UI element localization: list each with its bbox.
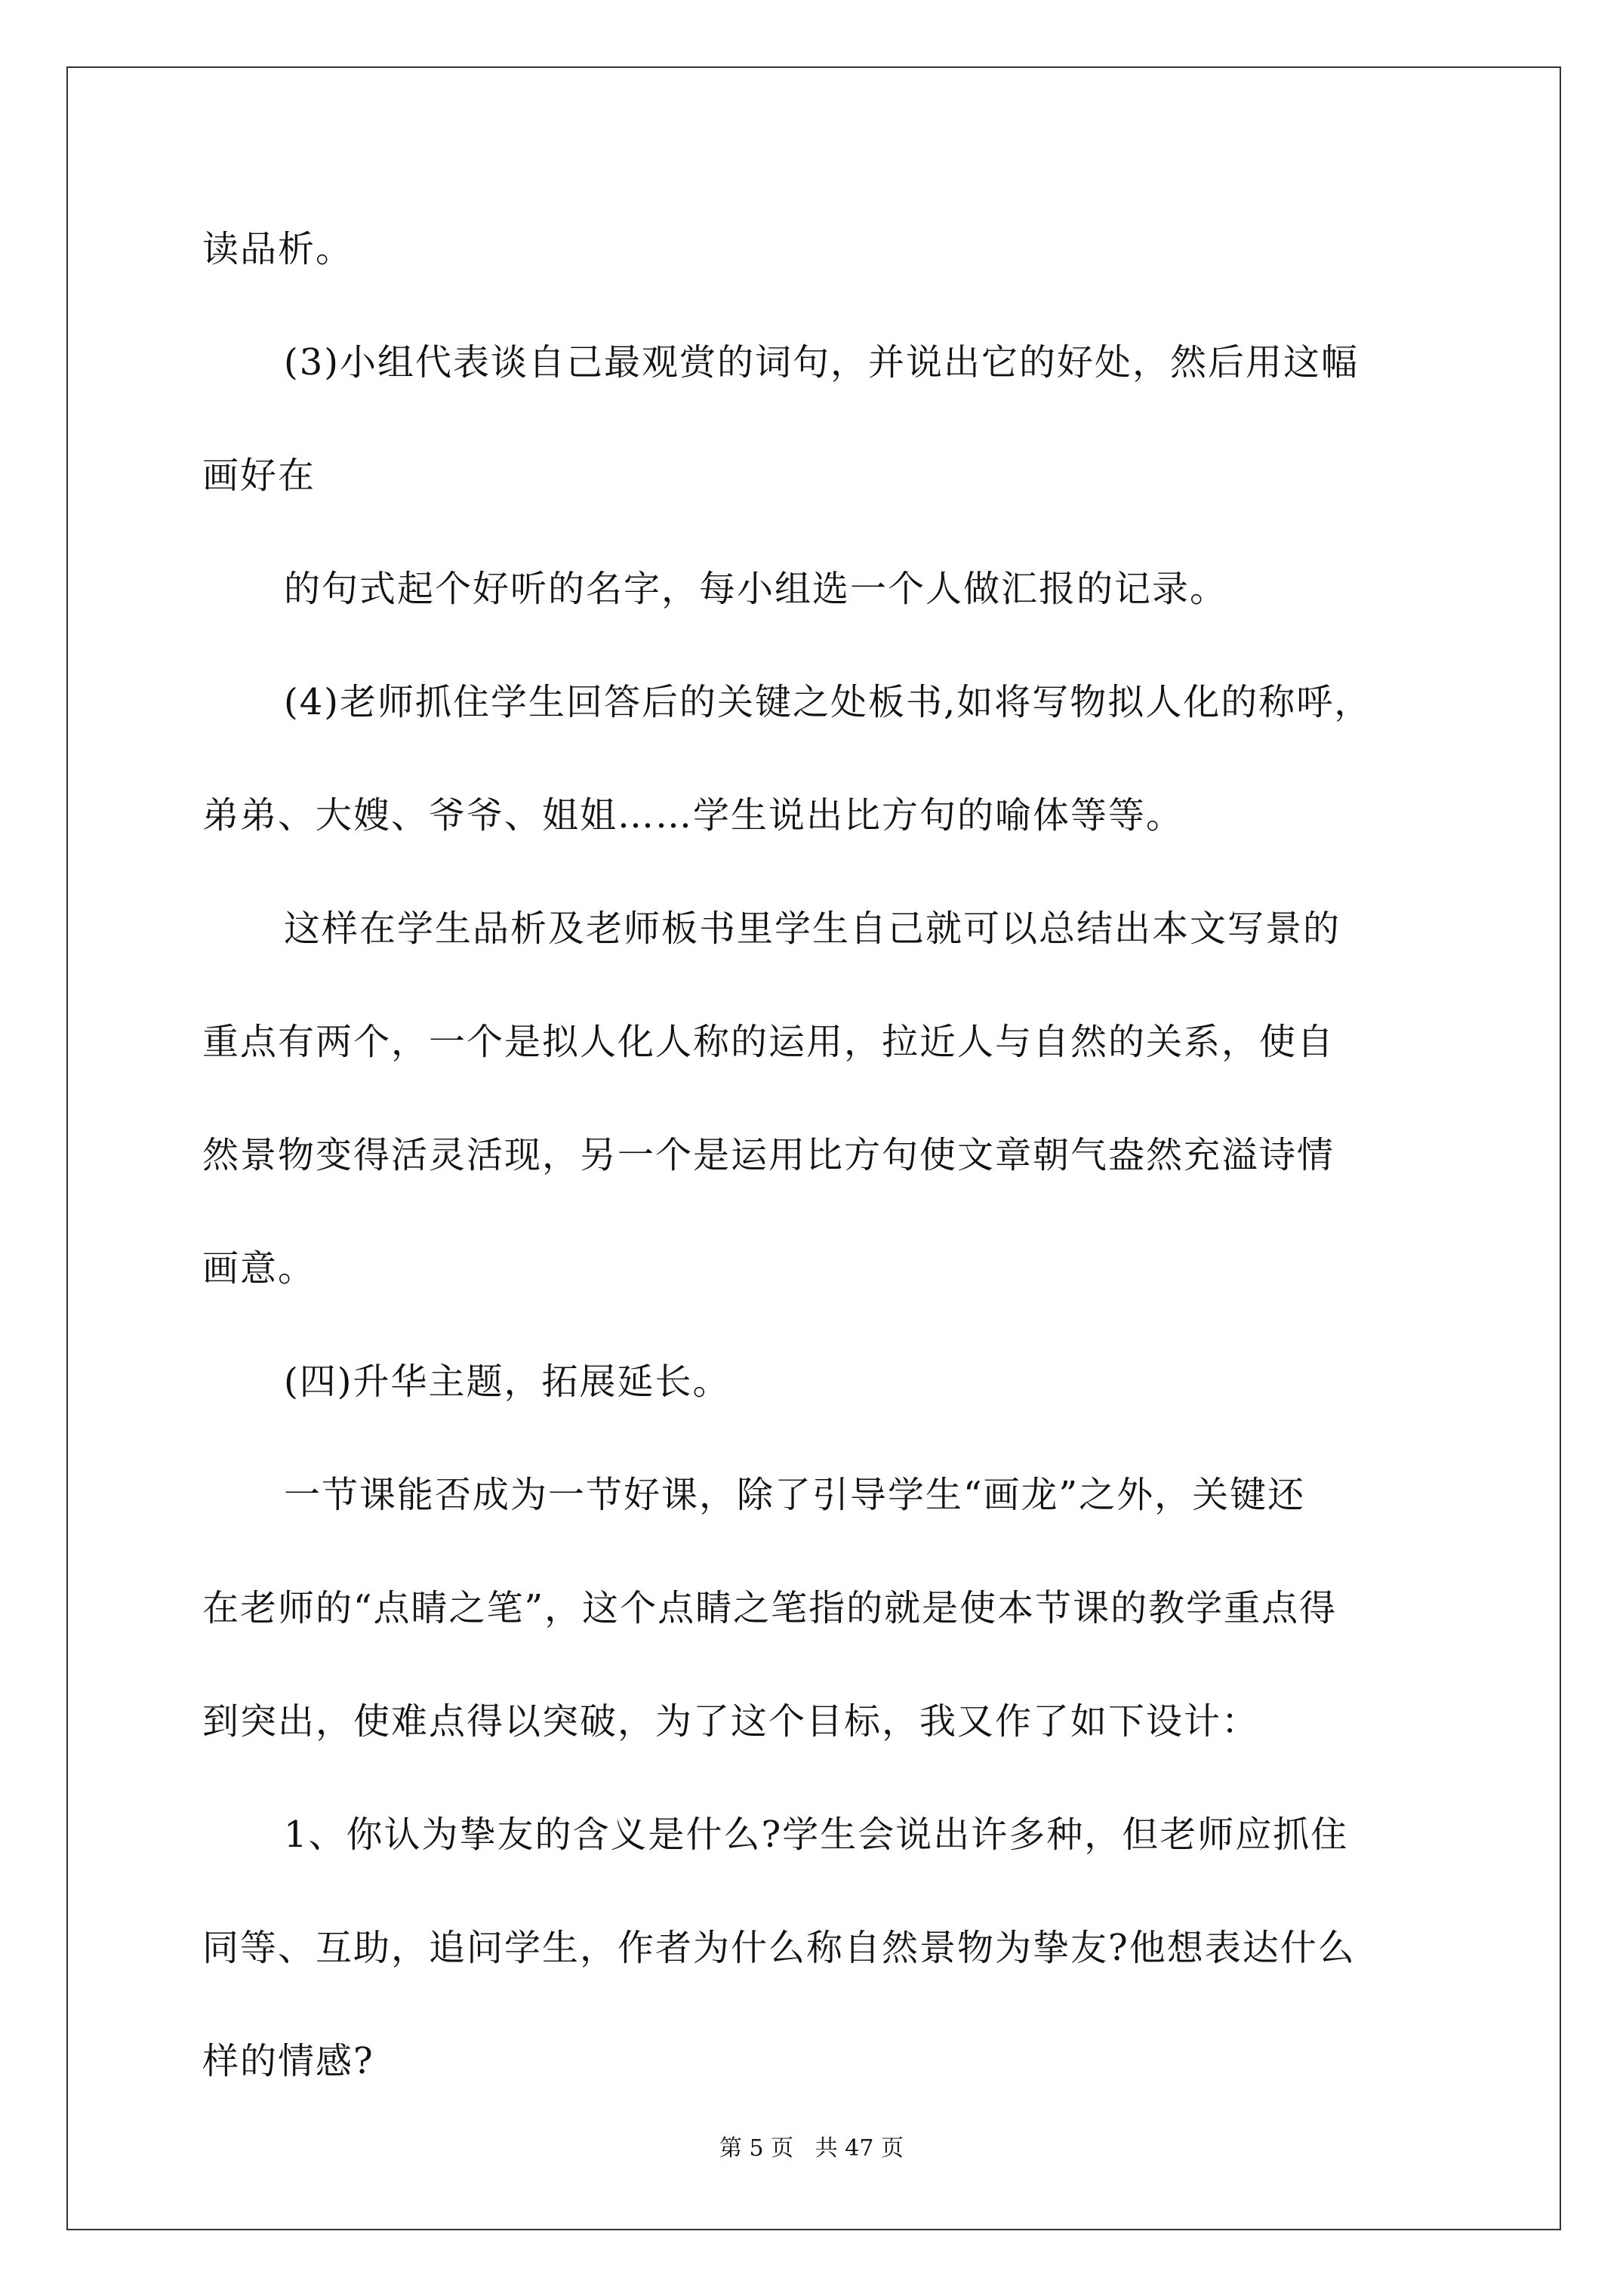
- text-line: 然景物变得活灵活现，另一个是运用比方句使文章朝气盎然充溢诗情: [202, 1134, 1335, 1176]
- text-line: 重点有两个，一个是拟人化人称的运用，拉近人与自然的关系，使自: [202, 1021, 1335, 1063]
- text-line: 到突出，使难点得以突破，为了这个目标，我又作了如下设计：: [202, 1700, 1260, 1743]
- section-heading: (四)升华主题，拓展延长。: [284, 1361, 731, 1403]
- text-line: 读品析。: [202, 228, 354, 270]
- text-line: 1、你认为挚友的含义是什么?学生会说出许多种，但老师应抓住: [284, 1814, 1349, 1856]
- text-line: (3)小组代表谈自己最观赏的词句，并说出它的好处，然后用这幅: [284, 341, 1359, 384]
- text-line: 在老师的“点睛之笔”，这个点睛之笔指的就是使本节课的教学重点得: [202, 1587, 1338, 1629]
- page-number: 第 5 页 共 47 页: [719, 2135, 904, 2162]
- text-line: 一节课能否成为一节好课，除了引导学生“画龙”之外，关键还: [284, 1474, 1306, 1516]
- text-line: 的句式起个好听的名字，每小组选一个人做汇报的记录。: [284, 568, 1228, 610]
- text-line: 样的情感?: [202, 2040, 374, 2082]
- text-line: 这样在学生品析及老师板书里学生自己就可以总结出本文写景的: [284, 908, 1341, 950]
- text-line: 画好在: [202, 455, 316, 497]
- text-line: 弟弟、大嫂、爷爷、姐姐……学生说出比方句的喻体等等。: [202, 794, 1184, 837]
- text-line: 画意。: [202, 1247, 316, 1290]
- text-line: (4)老师抓住学生回答后的关键之处板书,如将写物拟人化的称呼，: [284, 681, 1372, 723]
- text-line: 同等、互助，追问学生，作者为什么称自然景物为挚友?他想表达什么: [202, 1927, 1356, 1969]
